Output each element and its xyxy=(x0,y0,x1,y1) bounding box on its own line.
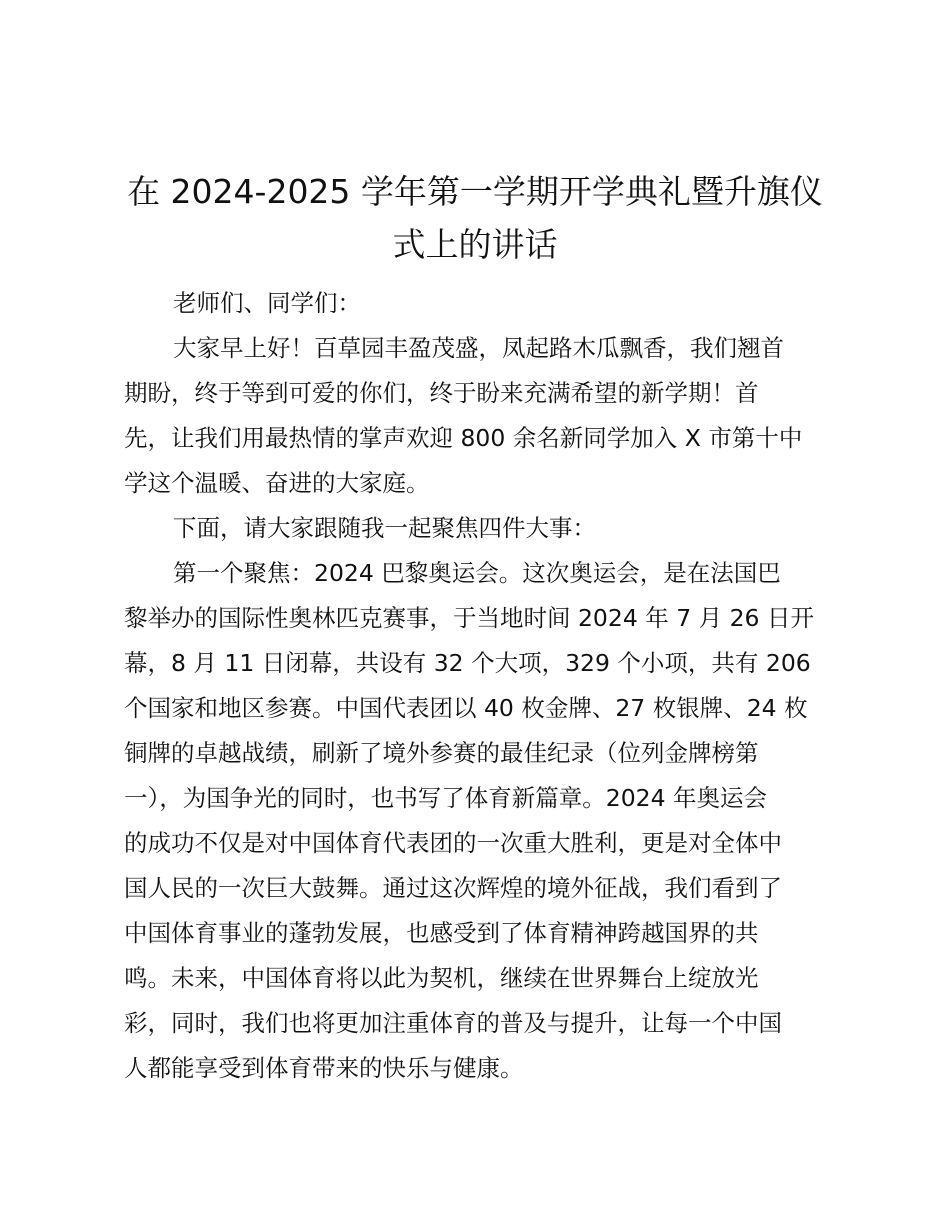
paragraph-line: 大家早上好！百草园丰盈茂盛，凤起路木瓜飘香，我们翘首 xyxy=(173,334,784,362)
paragraph-line: 第一个聚焦：2024 巴黎奥运会。这次奥运会，是在法国巴 xyxy=(173,559,781,587)
paragraph-line: 铜牌的卓越战绩，刷新了境外参赛的最佳纪录（位列金牌榜第 xyxy=(124,739,759,767)
paragraph-line: 学这个温暖、奋进的大家庭。 xyxy=(124,469,430,497)
paragraph-line: 一），为国争光的同时，也书写了体育新篇章。2024 年奥运会 xyxy=(124,784,768,812)
salutation: 老师们、同学们： xyxy=(173,289,361,317)
paragraph-line: 下面，请大家跟随我一起聚焦四件大事： xyxy=(173,514,596,542)
paragraph-line: 黎举办的国际性奥林匹克赛事，于当地时间 2024 年 7 月 26 日开 xyxy=(124,604,814,632)
paragraph-line: 彩，同时，我们也将更加注重体育的普及与提升，让每一个中国 xyxy=(124,1009,782,1037)
document-title-line-2: 式上的讲话 xyxy=(392,225,558,264)
paragraph-line: 鸣。未来，中国体育将以此为契机，继续在世界舞台上绽放光 xyxy=(124,964,759,992)
paragraph-line: 幕，8 月 11 日闭幕，共设有 32 个大项，329 个小项，共有 206 xyxy=(124,649,811,677)
paragraph-line: 的成功不仅是对中国体育代表团的一次重大胜利，更是对全体中 xyxy=(124,829,782,857)
paragraph-line: 人都能享受到体育带来的快乐与健康。 xyxy=(124,1054,524,1082)
paragraph-line: 国人民的一次巨大鼓舞。通过这次辉煌的境外征战，我们看到了 xyxy=(124,874,782,902)
document-title-line-1: 在 2024-2025 学年第一学期开学典礼暨升旗仪 xyxy=(127,172,823,211)
paragraph-line: 中国体育事业的蓬勃发展，也感受到了体育精神跨越国界的共 xyxy=(124,919,759,947)
paragraph-line: 先，让我们用最热情的掌声欢迎 800 余名新同学加入 X 市第十中 xyxy=(124,424,803,452)
paragraph-line: 个国家和地区参赛。中国代表团以 40 枚金牌、27 枚银牌、24 枚 xyxy=(124,694,808,722)
paragraph-line: 期盼，终于等到可爱的你们，终于盼来充满希望的新学期！首 xyxy=(124,379,759,407)
